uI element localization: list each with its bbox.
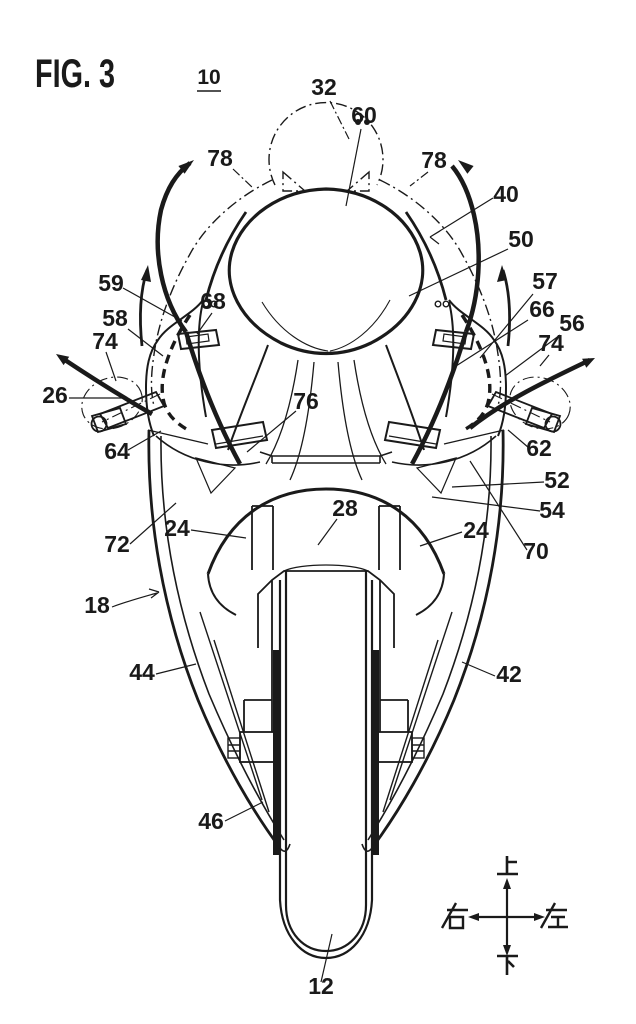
windscreen-reflection-right <box>330 300 390 351</box>
ref-label-58: 58 <box>102 305 128 331</box>
ref-label-78-right: 78 <box>421 147 447 173</box>
airflow-74-left <box>62 358 152 414</box>
grip-pivot-right-b <box>443 301 449 307</box>
lower-cowl <box>149 430 503 851</box>
axle-block-left <box>240 732 278 762</box>
leader-28 <box>318 519 337 545</box>
pod-right-outer-edge <box>449 300 506 436</box>
leader-59 <box>123 288 182 321</box>
ref-label-52: 52 <box>544 467 570 493</box>
leader-40-arrow <box>430 198 493 244</box>
ref-label-70: 70 <box>523 538 549 564</box>
ref-label-64: 64 <box>104 438 130 464</box>
airflow-78-left-trail <box>186 332 240 464</box>
ref-label-24-left: 24 <box>164 515 190 541</box>
fork-top-left <box>252 506 273 570</box>
leader-74-left <box>106 352 116 381</box>
leader-54 <box>432 497 540 511</box>
headlight-arch <box>208 489 444 574</box>
leader-18-arrow <box>112 589 159 607</box>
leader-24-left <box>191 530 246 538</box>
ref-label-59: 59 <box>98 270 124 296</box>
ref-label-72: 72 <box>104 531 130 557</box>
leader-76 <box>247 411 296 452</box>
winglet-lower-left-line <box>216 436 263 444</box>
mirror-left-housing <box>92 408 126 432</box>
pod-left-inner-edge <box>199 302 206 417</box>
nose-edge-right <box>386 345 424 450</box>
leader-44 <box>156 664 196 674</box>
ref-label-76: 76 <box>293 388 319 414</box>
ref-labels <box>35 52 585 999</box>
cowl-left-inner <box>161 436 284 840</box>
front-fender <box>258 571 394 648</box>
leader-78-right <box>410 172 428 186</box>
handlebar-crossbar <box>260 452 392 463</box>
compass-cross <box>473 884 540 950</box>
ref-label-54: 54 <box>539 497 565 523</box>
ref-label-32: 32 <box>311 74 337 100</box>
ref-label-12: 12 <box>308 973 334 999</box>
ref-label-44: 44 <box>129 659 155 685</box>
windscreen-opening <box>229 189 422 354</box>
ref-label-60: 60 <box>351 102 377 128</box>
leader-64 <box>128 431 161 450</box>
ref-label-56: 56 <box>559 310 585 336</box>
kanji-right-icon <box>442 903 468 928</box>
headlight-arch-end-right <box>416 574 444 615</box>
pod-left-outer-edge <box>146 300 203 436</box>
compass-arrow-down <box>503 945 511 956</box>
ref-label-68: 68 <box>200 288 226 314</box>
leader-46 <box>225 802 263 821</box>
pod-right-inner-edge <box>446 302 453 417</box>
headlight-arch-end-left <box>208 574 236 615</box>
leader-78-left <box>233 169 253 188</box>
ref-label-28: 28 <box>332 495 358 521</box>
ref-label-18: 18 <box>84 592 110 618</box>
windscreen-and-upper-cowl <box>206 189 446 354</box>
cowl-right-inner <box>368 436 491 840</box>
grip-pivot-right-a <box>435 301 441 307</box>
ref-label-62: 62 <box>526 435 552 461</box>
front-wheel <box>273 570 379 958</box>
compass-arrow-right <box>534 913 545 921</box>
rider-hand-left <box>283 172 305 191</box>
phantom-rider-outline <box>151 103 500 406</box>
ref-label-10: 10 <box>197 66 221 89</box>
airflow-78-right-trail <box>412 332 466 464</box>
ref-label-78-left: 78 <box>207 145 233 171</box>
orientation-compass <box>442 856 568 975</box>
leader-52 <box>452 482 544 487</box>
ref-label-50: 50 <box>508 226 534 252</box>
cowl-shoulder-left <box>206 212 246 300</box>
ref-label-42: 42 <box>496 661 522 687</box>
winglet-lower-right-line <box>389 436 436 444</box>
leader-57 <box>480 294 533 358</box>
axle-block-right <box>374 732 412 762</box>
front-fork-assembly <box>200 506 452 812</box>
bar-end-left <box>92 417 107 432</box>
kanji-down-icon <box>497 956 518 975</box>
pod-left-vane <box>196 458 235 493</box>
tire-inner-wall <box>286 570 366 951</box>
ref-label-46: 46 <box>198 808 224 834</box>
nose-fairing <box>208 345 444 615</box>
airflow-up-right <box>503 270 510 346</box>
ref-label-74-left: 74 <box>92 328 118 354</box>
airflow-78-left <box>158 163 190 332</box>
ref-label-40: 40 <box>493 181 519 207</box>
ref-label-26: 26 <box>42 382 68 408</box>
nose-line-3 <box>354 360 386 464</box>
rider-shoulder-right <box>380 180 501 406</box>
figure-title: FIG. 3 <box>35 52 115 96</box>
compass-arrow-up <box>503 878 511 889</box>
kanji-up-icon <box>497 856 518 874</box>
leader-74-right <box>540 355 549 366</box>
ref-label-74-right: 74 <box>538 330 564 356</box>
windscreen-reflection-left <box>262 302 328 351</box>
airflow-up-left <box>140 270 147 346</box>
pod-right-vane <box>417 458 456 493</box>
compass-arrow-left <box>468 913 479 921</box>
ref-label-57: 57 <box>532 268 558 294</box>
nose-edge-left <box>228 345 268 450</box>
tire-outer-wall <box>280 580 372 958</box>
arrowhead-78-right <box>458 160 474 174</box>
ref-label-66: 66 <box>529 296 555 322</box>
fork-top-right <box>379 506 400 570</box>
kanji-left-icon <box>541 903 568 928</box>
cowl-shoulder-right <box>406 212 446 300</box>
arrowhead-up-left <box>141 265 151 282</box>
ref-label-24-right: 24 <box>463 517 489 543</box>
